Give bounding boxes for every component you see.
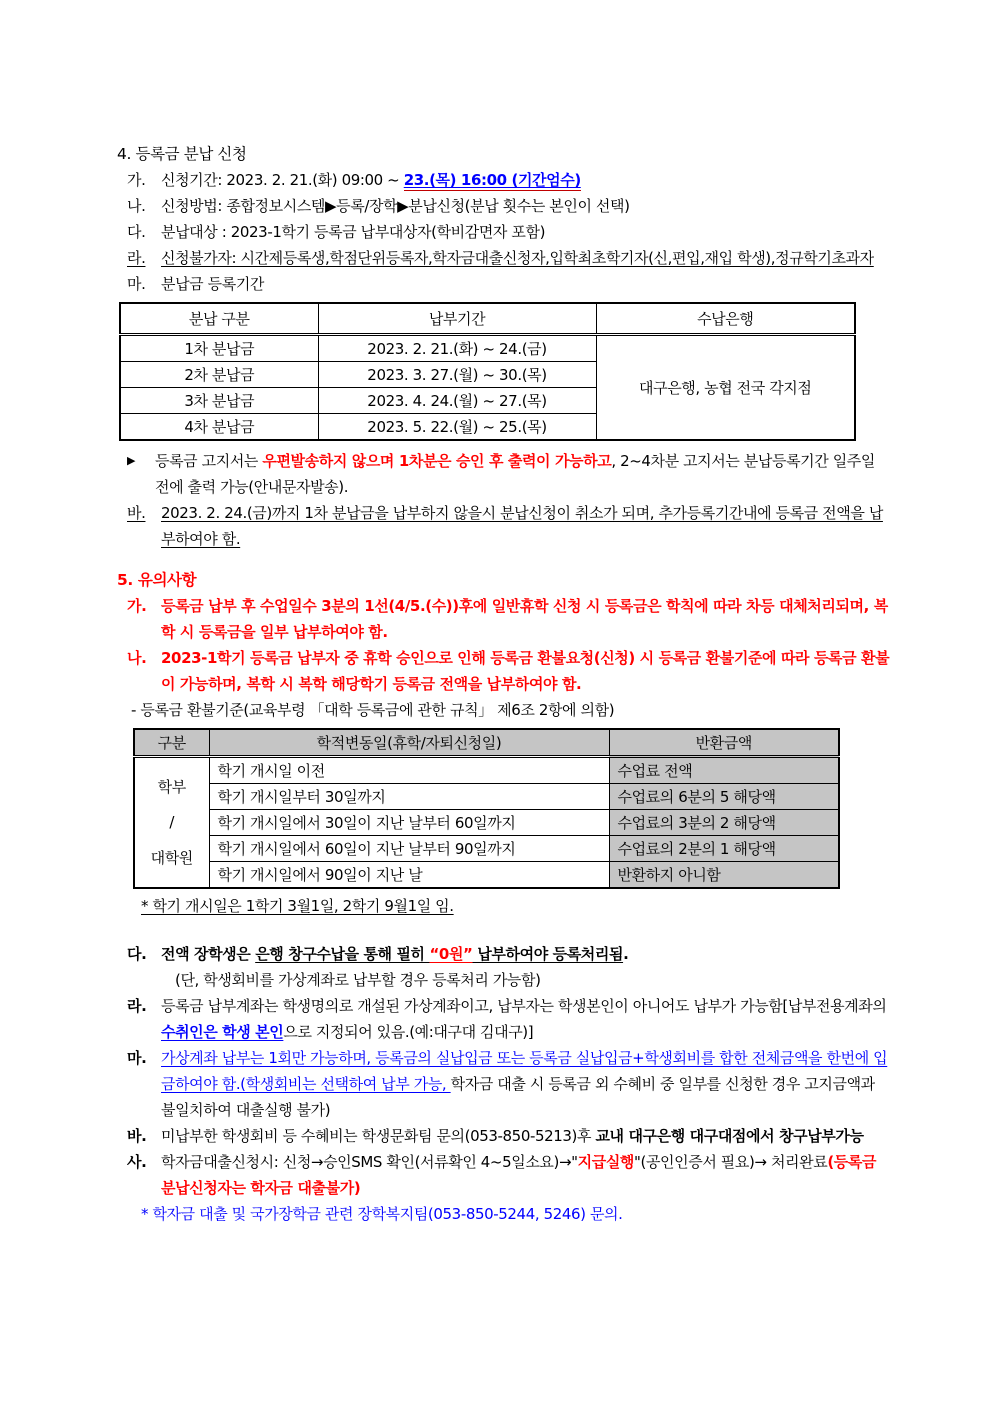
item-5-ba: [117, 1123, 892, 1149]
virtual-account-text: [161, 993, 892, 1045]
item-5-na: [117, 645, 892, 697]
refund-standard-table: [133, 728, 840, 889]
unpaid-fee-text: [161, 1123, 892, 1149]
table-row: [134, 861, 839, 888]
full-scholarship-text: [161, 941, 892, 993]
application-period-text: 신청기간: 2023. 2. 21.(화) 09:00 ~: [161, 171, 404, 189]
table-row: [134, 783, 839, 809]
refund-case-4-date: 학기 개시일에서 60일이 지난 날부터 90일까지: [209, 835, 609, 861]
item-4-ra-label: 라.: [127, 249, 146, 267]
cancellation-warning-text: 2023. 2. 24.(금)까지 1차 분납금을 납부하지 않을시 분납신청이 취소가 되며, 추가등록기간내에 등록금 전액을 납부하여야 함.: [161, 503, 883, 548]
installment-period-heading: 분납금 등록기간: [161, 275, 264, 293]
refund-case-3-amount: 수업료의 3분의 2 해당액: [609, 809, 839, 835]
item-4-na-label: 나.: [127, 197, 146, 215]
refund-case-2-amount: 수업료의 6분의 5 해당액: [609, 783, 839, 809]
virtual-account-plain-1: 등록금 납부계좌는 학생명의로 개설된 가상계좌이고, 납부자는 학생본인이 아니어도 납부가 가능함[납부전용계좌의: [161, 996, 887, 1015]
application-method-text: 신청방법: 종합정보시스템▶등록/장학▶분납신청(분납 횟수는 본인이 선택): [161, 197, 630, 215]
item-5-da: [117, 941, 892, 993]
receiving-bank-cell: 대구은행, 농협 전국 각지점: [596, 334, 855, 440]
item-5-sa-label: 사.: [127, 1152, 147, 1171]
item-4-ga-text: [161, 167, 892, 193]
student-group-cell: [134, 756, 209, 888]
item-4-da-label: 다.: [127, 223, 146, 241]
student-group-stack: [139, 760, 205, 885]
col-header-period: 납부기간: [318, 303, 596, 334]
leave-of-absence-text: 등록금 납부 후 수업일수 3분의 1선(4/5.(수))후에 일반휴학 신청 시 등록금은 학칙에 따라 차등 대체처리되며, 복학 시 등록금을 일부 납부하여야 함.: [161, 596, 888, 641]
refund-case-5-amount: 반환하지 아니함: [609, 861, 839, 888]
item-4-ra: [117, 245, 892, 271]
loan-process-plain-1: 학자금대출신청시: 신청→승인SMS 확인(서류확인 4~5일소요)→": [161, 1152, 578, 1171]
spacer: [117, 552, 892, 567]
item-4-na: [117, 193, 892, 219]
bill-notice: [117, 448, 892, 500]
scholarship-sub-note: (단, 학생회비를 가상계좌로 납부할 경우 등록처리 가능함): [175, 970, 541, 989]
table-header-row: [134, 729, 839, 757]
installment-2-division: 2차 분납금: [120, 361, 318, 387]
bank-counter-highlight: 교내 대구은행 대구대점에서 창구납부가능: [595, 1126, 864, 1145]
triangle-bullet-icon: ▶: [127, 453, 136, 467]
bill-notice-warning: 우편발송하지 않으며 1차분은 승인 후 출력이 가능하고: [262, 451, 612, 470]
scholarship-underline-2: 납부하여야 등록처리됨: [472, 944, 624, 963]
item-5-ma-label: 마.: [127, 1048, 147, 1067]
item-5-da-label: 다.: [127, 944, 147, 963]
table-header-row: [120, 303, 855, 334]
refund-case-1-amount: 수업료 전액: [609, 756, 839, 783]
col-header-refund-amount: 반환금액: [609, 729, 839, 757]
scholarship-period: .: [623, 944, 629, 963]
loan-execution-highlight: 지급실행: [577, 1152, 635, 1171]
installment-target-text: 분납대상 : 2023-1학기 등록금 납부대상자(학비감면자 포함): [161, 223, 546, 241]
col-header-bank: 수납은행: [596, 303, 855, 334]
table-row: [120, 334, 855, 361]
refund-case-5-date: 학기 개시일에서 90일이 지난 날: [209, 861, 609, 888]
refund-case-3-date: 학기 개시일에서 30일이 지난 날부터 60일까지: [209, 809, 609, 835]
col-header-division: 분납 구분: [120, 303, 318, 334]
refund-standard-reference: - 등록금 환불기준(교육부령 「대학 등록금에 관한 규칙」 제6조 2항에 의함): [131, 700, 615, 719]
item-4-ga-label: 가.: [127, 171, 146, 189]
installment-1-division: 1차 분납금: [120, 334, 318, 361]
section-4-title: 4. 등록금 분납 신청: [117, 145, 247, 163]
table-row: [134, 756, 839, 783]
table-row: [134, 809, 839, 835]
refund-request-text: 2023-1학기 등록금 납부자 중 휴학 승인으로 인해 등록금 환불요청(신청) 시 등록금 환불기준에 따라 등록금 환불이 가능하며, 복학 시 복학 해당학기 등록금 전액을 납부하여야 함.: [161, 648, 890, 693]
item-4-da: [117, 219, 892, 245]
installment-1-period: 2023. 2. 21.(화) ~ 24.(금): [318, 334, 596, 361]
item-4-ma: [117, 271, 892, 297]
zero-won-highlight: “0원”: [429, 944, 473, 963]
bill-notice-plain-2: , 2~4차분 고지서는 분납등록기간 일주일 전에 출력 가능(안내문자발송).: [155, 451, 875, 496]
installment-schedule-table: [119, 302, 856, 441]
virtual-account-plain-2: 으로 지정되어 있음.(예:대구대 김대구)]: [283, 1022, 534, 1041]
item-5-ma: [117, 1045, 892, 1123]
group-line-undergraduate: 학부: [157, 777, 186, 796]
scholarship-plain: 전액 장학생은: [161, 944, 256, 963]
one-time-payment-plain: 학자금 대출 시 등록금 외 수혜비 중 일부를 신청한 경우 고지금액과 불일치하여 대출실행 불가): [161, 1074, 875, 1119]
bill-notice-text: [155, 448, 892, 500]
unpaid-fee-plain: 미납부한 학생회비 등 수혜비는 학생문화팀 문의(053-850-5213)후: [161, 1126, 596, 1145]
installment-2-period: 2023. 3. 27.(월) ~ 30.(목): [318, 361, 596, 387]
loan-restriction-highlight: (등록금 분납신청자는 학자금 대출불가): [161, 1152, 877, 1197]
scholarship-underline-1: 은행 창구수납을 통해 필히: [255, 944, 430, 963]
loan-contact-note: * 학자금 대출 및 국가장학금 관련 장학복지팀(053-850-5244, 5246) 문의.: [141, 1204, 623, 1223]
refund-case-2-date: 학기 개시일부터 30일까지: [209, 783, 609, 809]
col-header-change-date: 학적변동일(휴학/자퇴신청일): [209, 729, 609, 757]
item-5-ga: [117, 593, 892, 645]
one-time-payment-highlight: 가상계좌 납부는 1회만 가능하며, 등록금의 실납입금 또는 등록금 실납입금+학생회비를 합한 전체금액을 한번에 입금하여야 함.(학생회비는 선택하여 납부 가능,: [161, 1048, 888, 1093]
item-5-na-label: 나.: [127, 648, 147, 667]
item-5-sa: [117, 1149, 892, 1201]
item-5-ga-label: 가.: [127, 596, 147, 615]
refund-case-1-date: 학기 개시일 이전: [209, 756, 609, 783]
group-line-slash: /: [169, 813, 175, 831]
semester-start-note: * 학기 개시일은 1학기 3월1일, 2학기 9월1일 임.: [141, 896, 454, 915]
installment-3-division: 3차 분납금: [120, 387, 318, 413]
bill-notice-plain-1: 등록금 고지서는: [155, 451, 263, 470]
item-5-ba-label: 바.: [127, 1126, 147, 1145]
table-row: [134, 835, 839, 861]
application-deadline-highlight: 23.(목) 16:00 (기간엄수): [403, 171, 581, 189]
item-4-ga: [117, 167, 892, 193]
one-time-payment-text: [161, 1045, 892, 1123]
payee-highlight: 수취인은 학생 본인: [161, 1022, 284, 1041]
section-5-title: 5. 유의사항: [117, 570, 197, 589]
refund-case-4-amount: 수업료의 2분의 1 해당액: [609, 835, 839, 861]
item-5-ra-label: 라.: [127, 996, 147, 1015]
installment-4-division: 4차 분납금: [120, 413, 318, 440]
item-4-ma-label: 마.: [127, 275, 146, 293]
loan-process-plain-2: "(공인인증서 필요)→ 처리완료: [634, 1152, 828, 1171]
group-line-graduate: 대학원: [150, 849, 193, 868]
item-4-ba-label: 바.: [127, 503, 146, 522]
col-header-category: 구분: [134, 729, 209, 757]
item-5-ra: [117, 993, 892, 1045]
installment-3-period: 2023. 4. 24.(월) ~ 27.(목): [318, 387, 596, 413]
item-4-ba: [117, 500, 892, 552]
installment-4-period: 2023. 5. 22.(월) ~ 25.(목): [318, 413, 596, 440]
spacer: [117, 919, 892, 941]
student-loan-text: [161, 1149, 892, 1201]
ineligible-applicants-text: 신청불가자: 시간제등록생,학점단위등록자,학자금대출신청자,입학최초학기자(신,편입,재입 학생),정규학기초과자: [161, 249, 874, 267]
